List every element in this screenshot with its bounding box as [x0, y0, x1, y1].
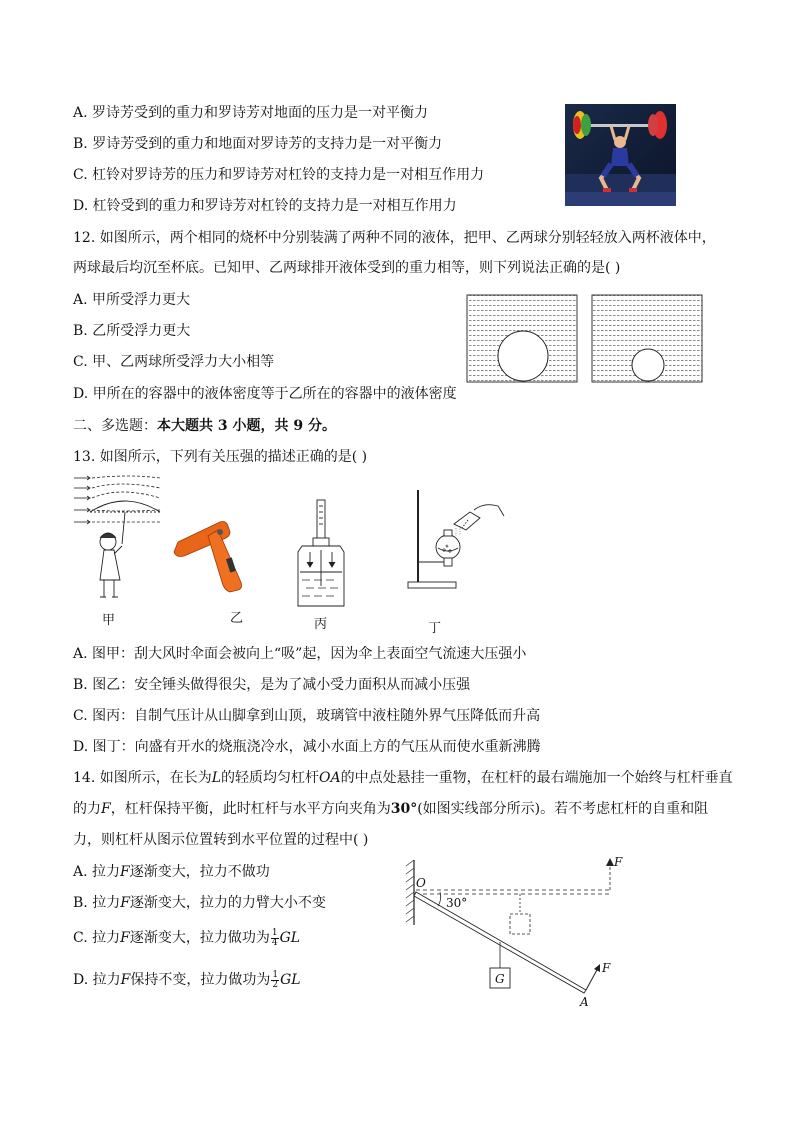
- q12-option-c: C. 甲、乙两球所受浮力大小相等: [73, 354, 275, 370]
- figure-yi-hammer: [174, 522, 242, 593]
- label-bing: 丙: [314, 617, 328, 632]
- beakers-figure: [465, 293, 705, 385]
- q14-stem-line2: 的力F，杠杆保持平衡，此时杠杆与水平方向夹角为30°(如图实线部分所示)。若不考虑杠杆的自重和阻: [73, 801, 709, 817]
- q13-option-c: C. 图丙：自制气压计从山脚拿到山顶，玻璃管中液柱随外界气压降低而升高: [73, 708, 541, 724]
- beaker-jia: [467, 295, 577, 382]
- q11-option-a: A. 罗诗芳受到的重力和罗诗芳对地面的压力是一对平衡力: [73, 105, 429, 121]
- fraction-half: $\frac{1}{2}$: [272, 969, 279, 990]
- angle-label: 30°: [446, 896, 468, 910]
- q14-option-d: D. 拉力F保持不变，拉力做功为 $\frac{1}{2}$ GL: [73, 969, 301, 990]
- q12-stem-line2: 两球最后均沉至杯底。已知甲、乙两球排开液体受到的重力相等，则下列说法正确的是( ): [73, 260, 621, 276]
- q12-option-d: D. 甲所在的容器中的液体密度等于乙所在的容器中的液体密度: [73, 386, 457, 402]
- end-label: A: [580, 995, 589, 1009]
- label-ding: 丁: [428, 621, 442, 636]
- q13-option-b: B. 图乙：安全锤头做得很尖，是为了减小受力面积从而减小压强: [73, 677, 471, 693]
- q11-option-d: D. 杠铃受到的重力和罗诗芳对杠铃的支持力是一对相互作用力: [73, 198, 457, 214]
- q13-option-a: A. 图甲：刮大风时伞面会被向上“吸”起，因为伞上表面空气流速大压强小: [73, 646, 527, 662]
- force-label-low: F: [602, 961, 611, 975]
- weightlifter-photo: [565, 104, 676, 206]
- q13-option-d: D. 图丁：向盛有开水的烧瓶浇冷水，减小水面上方的气压从而使水重新沸腾: [73, 739, 541, 755]
- q14-option-b: B. 拉力F逐渐变大，拉力的力臂大小不变: [73, 895, 326, 911]
- q14-option-c: C. 拉力F逐渐变大，拉力做功为 $\frac{1}{4}$ GL: [73, 927, 301, 948]
- figure-ding-flask: [408, 490, 504, 588]
- pivot-label: O: [416, 876, 426, 890]
- fraction-quarter: $\frac{1}{4}$: [271, 927, 278, 948]
- label-jia: 甲: [102, 613, 116, 628]
- figure-bing-barometer: [298, 500, 344, 606]
- section-heading: 二、多选题：本大题共 3 小题，共 9 分。: [73, 418, 336, 434]
- q11-option-c: C. 杠铃对罗诗芳的压力和罗诗芳对杠铃的支持力是一对相互作用力: [73, 167, 485, 183]
- beaker-yi: [592, 295, 702, 382]
- q11-option-b: B. 罗诗芳受到的重力和地面对罗诗芳的支持力是一对平衡力: [73, 136, 443, 152]
- q12-option-b: B. 乙所受浮力更大: [73, 323, 191, 339]
- figure-jia-umbrella: [74, 476, 160, 597]
- q13-stem: 13. 如图所示，下列有关压强的描述正确的是( ): [73, 449, 368, 465]
- force-label-top: F: [614, 855, 623, 869]
- q13-figures: [70, 472, 520, 637]
- q12-stem-line1: 12. 如图所示，两个相同的烧杯中分别装满了两种不同的液体，把甲、乙两球分别轻轻放入两杯液体中，: [73, 230, 716, 246]
- lever-diagram: [400, 850, 640, 1015]
- q12-option-a: A. 甲所受浮力更大: [73, 292, 191, 308]
- weight-label: G: [495, 972, 505, 986]
- q14-stem-line3: 力，则杠杆从图示位置转到水平位置的过程中( ): [73, 832, 369, 848]
- q14-stem-line1: 14. 如图所示，在长为L的轻质均匀杠杆OA的中点处悬挂一重物，在杠杆的最右端施加一个始终与杠杆垂直: [73, 770, 733, 786]
- label-yi: 乙: [230, 611, 244, 626]
- q14-option-a: A. 拉力F逐渐变大，拉力不做功: [73, 864, 270, 880]
